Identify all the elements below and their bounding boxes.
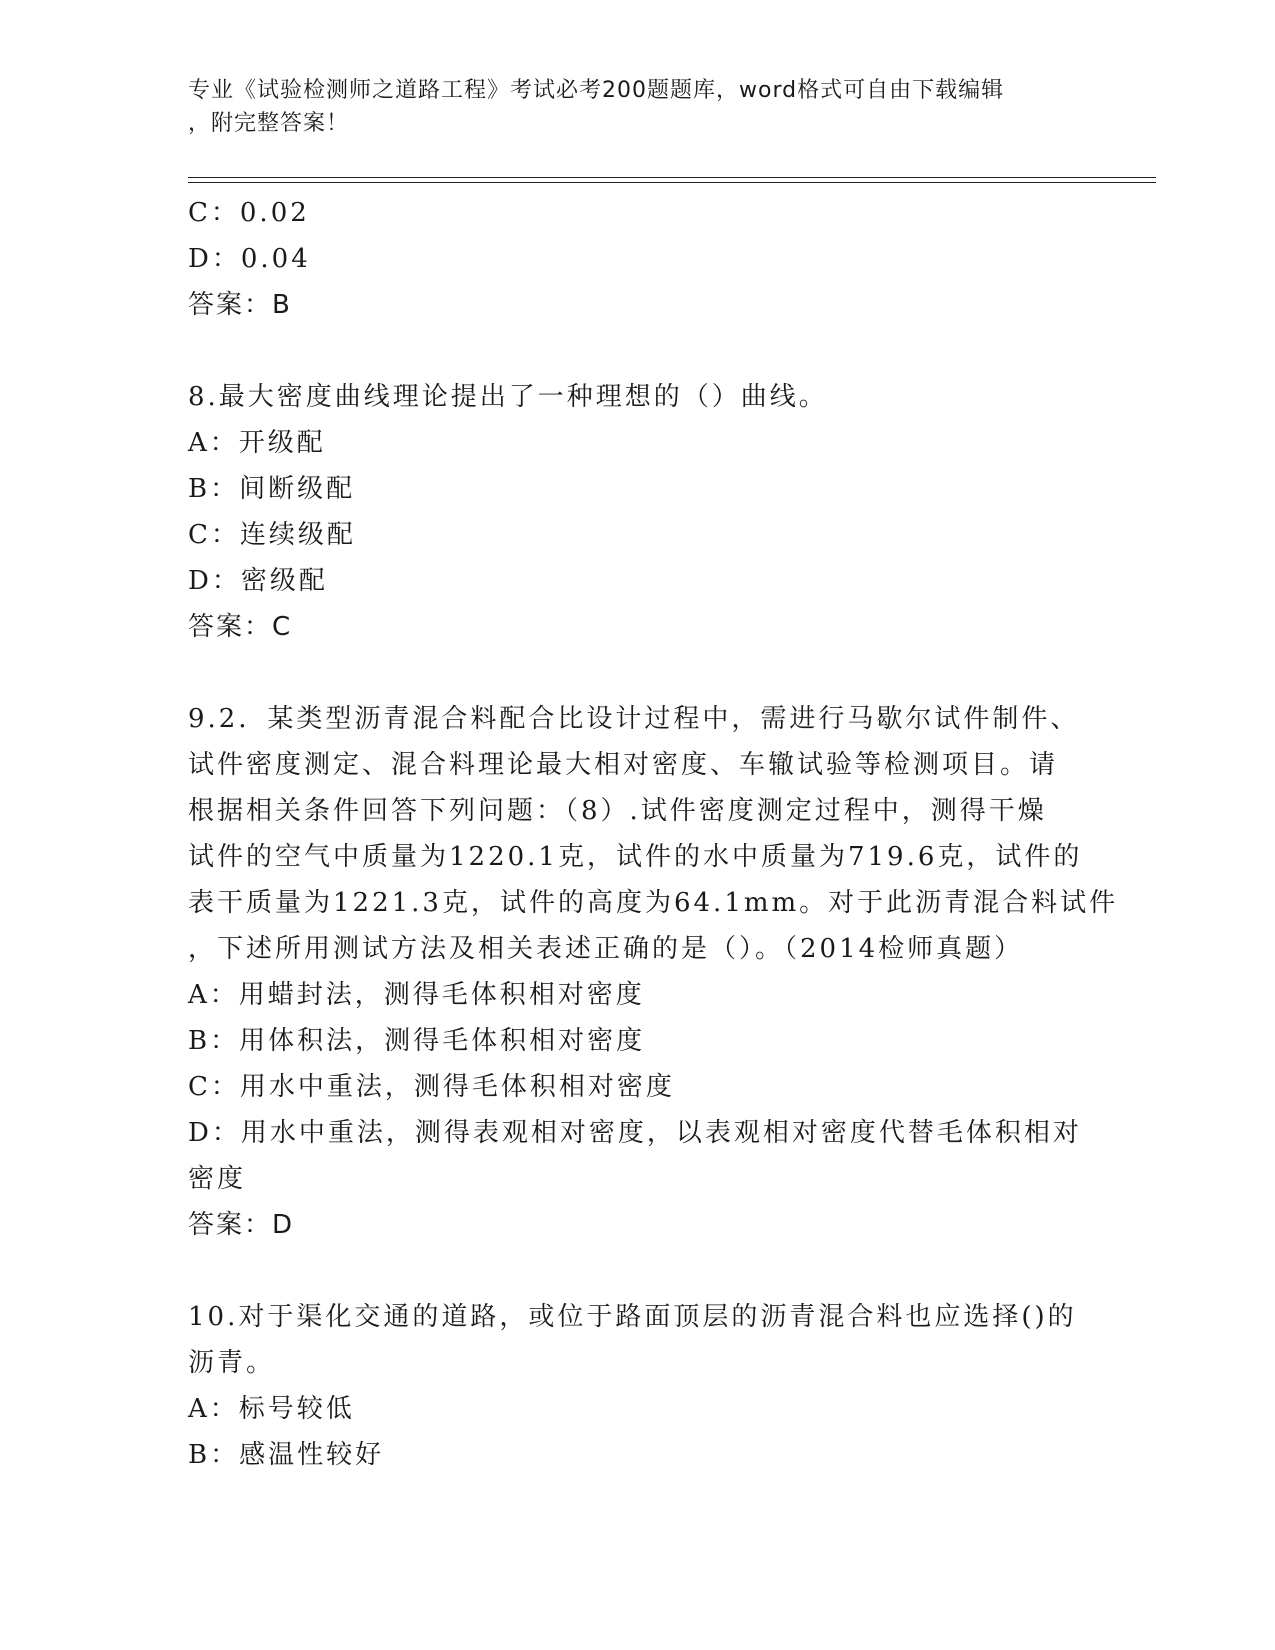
q7-option-c: C：0.02 (188, 198, 310, 228)
q9-answer: 答案：D (188, 1210, 295, 1240)
header-divider-bottom (188, 182, 1156, 183)
q7-option-d: D：0.04 (188, 244, 311, 274)
question-9 (188, 696, 1119, 1248)
q8-option-b: B：间断级配 (188, 474, 356, 504)
q8-option-a: A：开级配 (188, 428, 326, 458)
question-7-tail (188, 190, 1088, 328)
header-divider-top (188, 177, 1156, 178)
q8-option-c: C：连续级配 (188, 520, 356, 550)
q9-stem-line: 表干质量为1221.3克，试件的高度为64.1mm。对于此沥青混合料试件 (188, 888, 1119, 918)
q9-option-a: A：用蜡封法，测得毛体积相对密度 (188, 980, 645, 1010)
q9-stem-line: ，下述所用测试方法及相关表述正确的是（）。（2014检师真题） (188, 934, 1024, 964)
q9-option-d-line1: D：用水中重法，测得表观相对密度，以表观相对密度代替毛体积相对 (188, 1118, 1082, 1148)
q9-stem-line: 试件密度测定、混合料理论最大相对密度、车辙试验等检测项目。请 (188, 750, 1059, 780)
document-header (188, 74, 1078, 140)
q9-option-d-line2: 密度 (188, 1164, 247, 1194)
spacer (188, 1248, 1088, 1294)
q9-option-c: C：用水中重法，测得毛体积相对密度 (188, 1072, 675, 1102)
q8-option-d: D：密级配 (188, 566, 328, 596)
question-8 (188, 374, 1088, 650)
q8-answer: 答案：C (188, 612, 293, 642)
q9-stem-line: 9.2．某类型沥青混合料配合比设计过程中，需进行马歇尔试件制件、 (188, 704, 1080, 734)
header-title-line1: 专业《试验检测师之道路工程》考试必考200题题库，word格式可自由下载编辑 (188, 78, 1005, 103)
spacer (188, 328, 1088, 374)
q9-stem-line: 试件的空气中质量为1220.1克，试件的水中质量为719.6克，试件的 (188, 842, 1083, 872)
spacer (188, 650, 1088, 696)
question-10 (188, 1294, 1088, 1478)
q10-option-b: B：感温性较好 (188, 1440, 385, 1470)
question-list (188, 190, 1119, 1478)
q10-stem-line2: 沥青。 (188, 1348, 276, 1378)
q10-stem-line1: 10.对于渠化交通的道路，或位于路面顶层的沥青混合料也应选择()的 (188, 1302, 1077, 1332)
q8-stem: 8.最大密度曲线理论提出了一种理想的（）曲线。 (188, 382, 828, 412)
q9-option-b: B：用体积法，测得毛体积相对密度 (188, 1026, 646, 1056)
header-title-line2: ，附完整答案！ (188, 111, 350, 136)
q10-option-a: A：标号较低 (188, 1394, 355, 1424)
q9-stem-line: 根据相关条件回答下列问题：（8）.试件密度测定过程中，测得干燥 (188, 796, 1047, 826)
q7-answer: 答案：B (188, 290, 292, 320)
